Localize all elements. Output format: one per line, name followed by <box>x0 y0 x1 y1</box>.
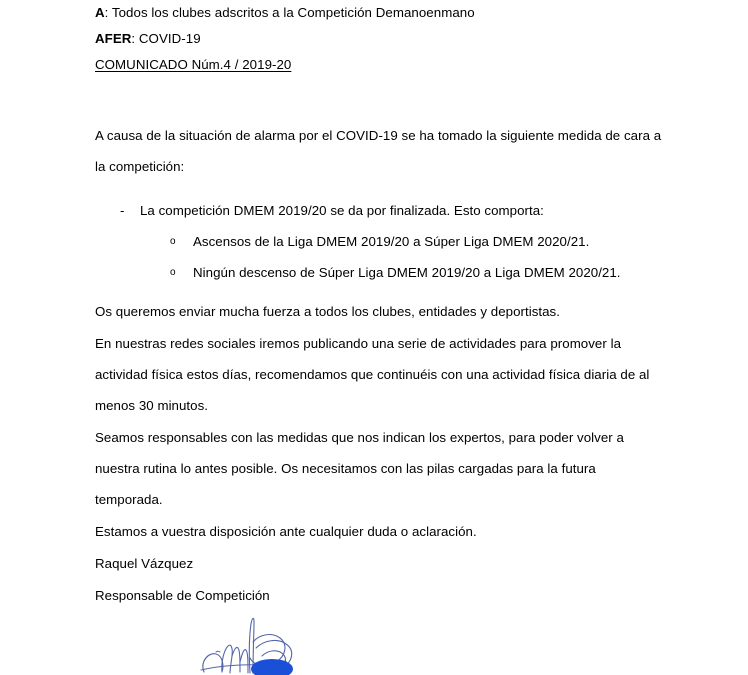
circle-marker-icon: o <box>170 236 176 247</box>
list-item <box>140 226 663 257</box>
list-item-text: La competición DMEM 2019/20 se da por finalizada. Esto comporta: <box>140 203 544 218</box>
subject-value: COVID-19 <box>138 31 201 46</box>
body-paragraph-2: En nuestras redes sociales iremos publicando una serie de actividades para promover la actividad física estos días, recomendamos que continuéis con una actividad física diaria de al menos 30 minutos. <box>95 336 650 413</box>
list-top-spacer <box>95 182 663 195</box>
list-item <box>95 195 663 288</box>
list-item <box>140 257 663 288</box>
body-paragraph-1: Os queremos enviar mucha fuerza a todos los clubes, entidades y deportistas. <box>95 304 560 319</box>
list-bottom-spacer <box>95 288 663 296</box>
document-body <box>95 0 663 611</box>
signature-icon <box>198 612 338 675</box>
handwritten-signature <box>198 612 338 675</box>
subject-label: AFER <box>95 31 132 46</box>
dash-marker-icon: - <box>120 203 125 218</box>
sublist-item-text: Ningún descenso de Súper Liga DMEM 2019/20 a Liga DMEM 2020/21. <box>193 265 621 280</box>
recipient-line <box>95 0 663 26</box>
reference-line <box>95 52 663 78</box>
recipient-label: A <box>95 5 105 20</box>
subject-separator: : <box>131 31 139 46</box>
header-body-spacer <box>95 78 663 120</box>
communication-reference: COMUNICADO Núm.4 / 2019-20 <box>95 57 292 72</box>
intro-paragraph: A causa de la situación de alarma por el COVID-19 se ha tomado la siguiente medida de cara a la competición: <box>95 128 662 174</box>
recipient-value: Todos los clubes adscritos a la Competición Demanoenmano <box>111 5 475 20</box>
subject-line <box>95 26 663 52</box>
measures-list <box>95 195 663 288</box>
body-paragraph-4: Estamos a vuestra disposición ante cualquier duda o aclaración. <box>95 524 477 539</box>
signer-role: Responsable de Competición <box>95 588 270 603</box>
sublist-item-text: Ascensos de la Liga DMEM 2019/20 a Súper Liga DMEM 2020/21. <box>193 234 590 249</box>
measures-sublist <box>140 226 663 288</box>
recipient-separator: : <box>104 5 112 20</box>
circle-marker-icon: o <box>170 267 176 278</box>
body-paragraph-3: Seamos responsables con las medidas que nos indican los expertos, para poder volver a nuestra rutina lo antes posible. Os necesitamos con las pilas cargadas para la futura temporada. <box>95 430 624 507</box>
signer-name: Raquel Vázquez <box>95 556 194 571</box>
